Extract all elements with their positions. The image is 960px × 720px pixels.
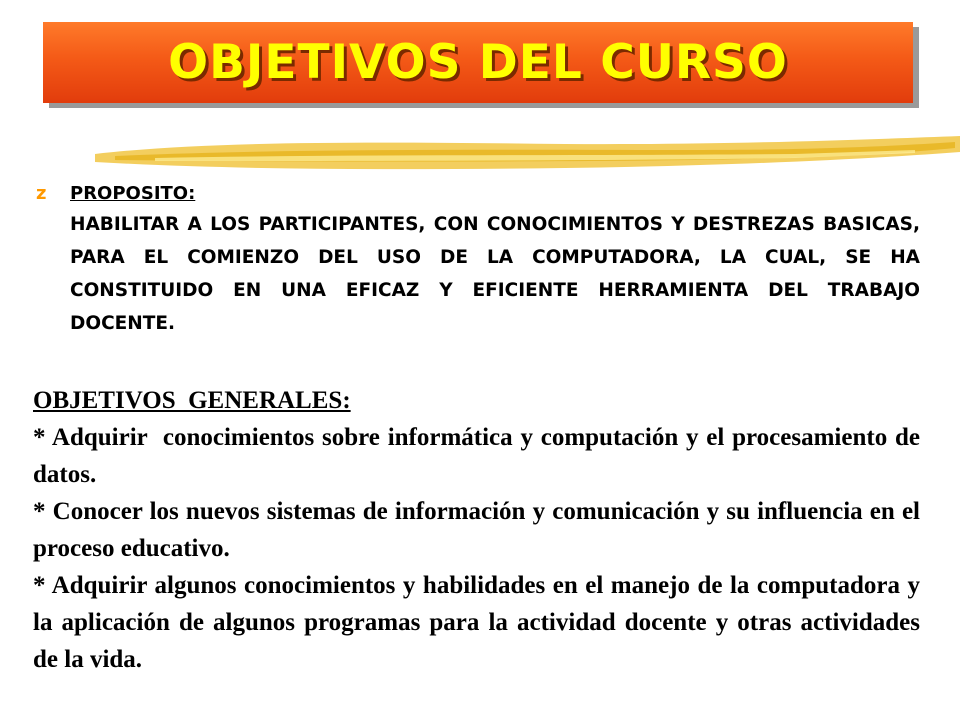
purpose-label: PROPOSITO: <box>70 183 196 204</box>
objectives-section <box>33 382 927 678</box>
brush-stroke-divider <box>95 130 960 180</box>
objectives-heading: OBJETIVOS GENERALES: <box>33 387 351 414</box>
slide-title: OBJETIVOS DEL CURSO <box>168 35 788 90</box>
objective-item: * Adquirir algunos conocimientos y habilidades en el manejo de la computadora y la aplicación de algunos programas para la actividad docente y otras actividades de la vida. <box>33 572 920 673</box>
title-banner <box>43 22 913 103</box>
purpose-section <box>36 180 920 340</box>
purpose-text: HABILITAR A LOS PARTICIPANTES, CON CONOCIMIENTOS Y DESTREZAS BASICAS, PARA EL COMIENZO DEL USO DE LA COMPUTADORA, LA CUAL, SE HA CONSTITUIDO EN UNA EFICAZ Y EFICIENTE HERRAMIENTA DEL TRABAJO DOCENTE. <box>70 214 920 334</box>
bullet-icon: z <box>36 183 47 204</box>
objective-item: * Conocer los nuevos sistemas de información y comunicación y su influencia en el proceso educativo. <box>33 498 920 562</box>
objective-item: * Adquirir conocimientos sobre informática y computación y el procesamiento de datos. <box>33 424 927 488</box>
